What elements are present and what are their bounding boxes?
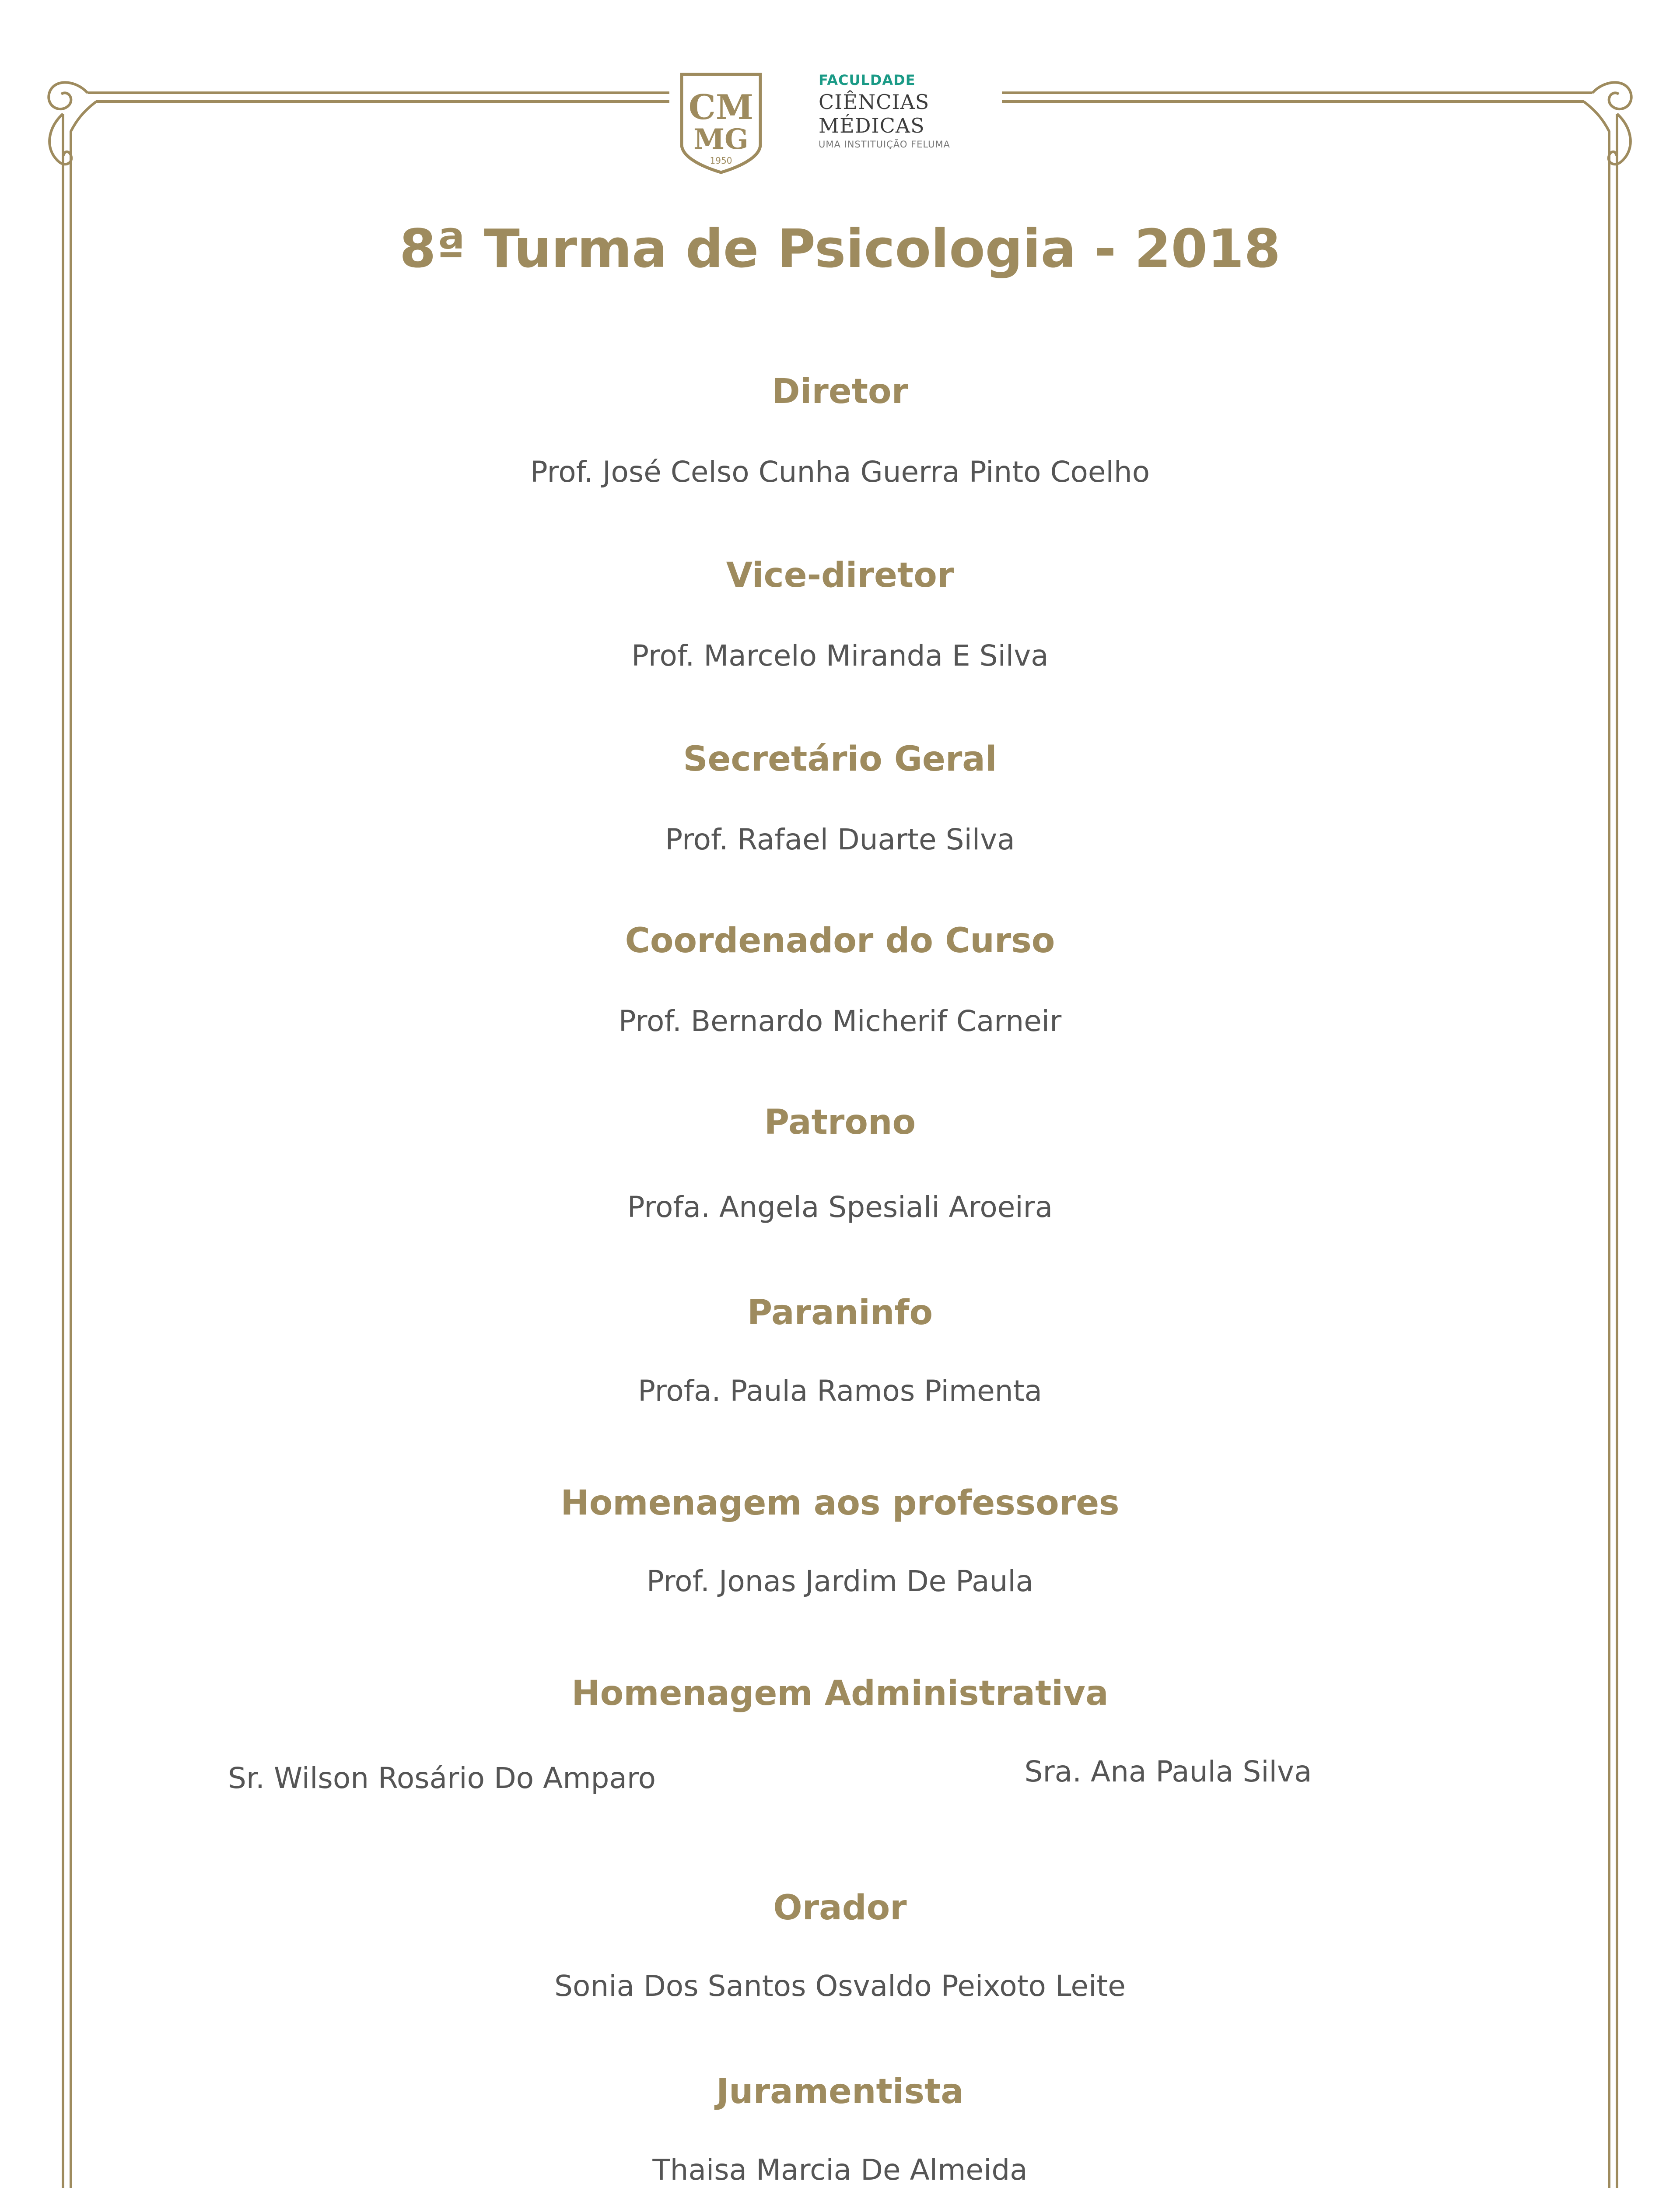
svg-text:1950: 1950 xyxy=(710,155,732,166)
role-vice-diretor: Vice-diretor xyxy=(726,556,954,595)
role-homenagem-administrativa: Homenagem Administrativa xyxy=(571,1674,1109,1713)
name-secretario-geral: Prof. Rafael Duarte Silva xyxy=(665,823,1015,856)
name-diretor: Prof. José Celso Cunha Guerra Pinto Coelho xyxy=(530,455,1150,489)
role-patrono: Patrono xyxy=(764,1103,916,1142)
role-homenagem-professores: Homenagem aos professores xyxy=(560,1483,1120,1523)
logo-faculdade: FACULDADE xyxy=(819,72,916,88)
name-homenagem-adm-1: Sr. Wilson Rosário Do Amparo xyxy=(228,1761,656,1795)
role-diretor: Diretor xyxy=(771,372,909,411)
role-juramentista: Juramentista xyxy=(716,2072,964,2111)
svg-text:CM: CM xyxy=(688,88,754,127)
name-homenagem-adm-2: Sra. Ana Paula Silva xyxy=(1024,1755,1312,1788)
name-patrono: Profa. Angela Spesiali Aroeira xyxy=(627,1190,1053,1224)
logo-name: CIÊNCIAS MÉDICAS xyxy=(819,90,930,137)
name-vice-diretor: Prof. Marcelo Miranda E Silva xyxy=(631,639,1049,673)
page-title: 8ª Turma de Psicologia - 2018 xyxy=(399,219,1281,280)
name-juramentista: Thaisa Marcia De Almeida xyxy=(652,2153,1028,2187)
name-homenagem-professores: Prof. Jonas Jardim De Paula xyxy=(646,1564,1034,1598)
name-orador: Sonia Dos Santos Osvaldo Peixoto Leite xyxy=(554,1969,1126,2003)
role-coordenador: Coordenador do Curso xyxy=(625,921,1055,961)
role-orador: Orador xyxy=(773,1888,907,1928)
name-paraninfo: Profa. Paula Ramos Pimenta xyxy=(638,1374,1042,1408)
institution-logo xyxy=(677,70,992,179)
role-paraninfo: Paraninfo xyxy=(747,1293,933,1332)
cmmg-shield-logo xyxy=(677,70,765,175)
role-secretario-geral: Secretário Geral xyxy=(683,740,997,779)
name-coordenador: Prof. Bernardo Micherif Carneir xyxy=(618,1004,1062,1038)
logo-subtitle: UMA INSTITUIÇÃO FELUMA xyxy=(819,139,950,150)
svg-text:MG: MG xyxy=(693,123,749,156)
